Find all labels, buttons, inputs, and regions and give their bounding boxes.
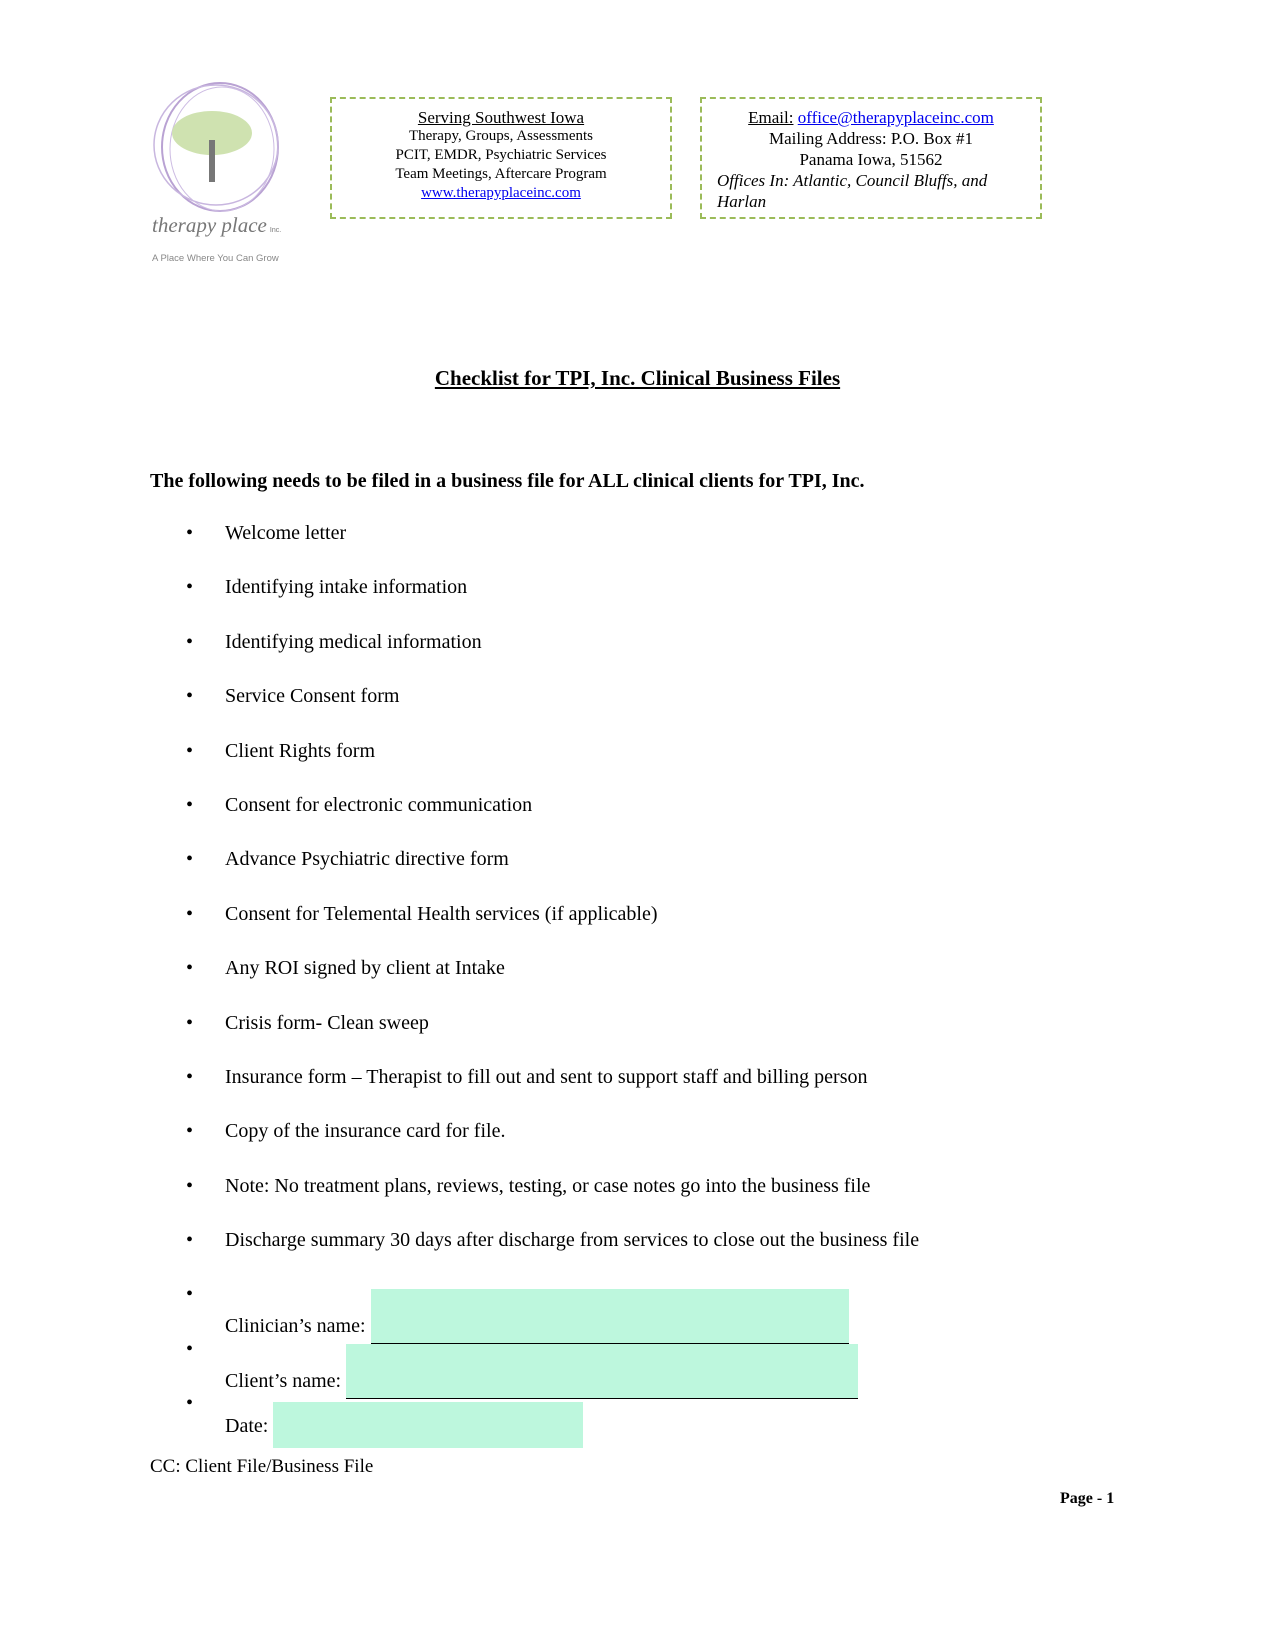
checklist-item-text: Crisis form- Clean sweep bbox=[225, 1011, 429, 1034]
date-input[interactable] bbox=[273, 1402, 583, 1448]
clinician-name-input[interactable] bbox=[371, 1289, 849, 1344]
client-name-input[interactable] bbox=[346, 1344, 858, 1399]
checklist-item bbox=[150, 1175, 919, 1229]
bullet: • bbox=[186, 1392, 194, 1415]
client-label: Client’s name: bbox=[225, 1369, 342, 1392]
offices: Offices In: Atlantic, Council Bluffs, and Harlan bbox=[717, 171, 988, 211]
date-label: Date: bbox=[225, 1415, 269, 1438]
logo-inc: Inc. bbox=[269, 227, 282, 234]
checklist-item-text: Service Consent form bbox=[225, 685, 400, 708]
services-box bbox=[330, 97, 672, 219]
bullet: • bbox=[186, 1065, 194, 1088]
services-line: Therapy, Groups, Assessments bbox=[408, 128, 593, 144]
checklist-item bbox=[150, 903, 919, 957]
checklist-item bbox=[150, 957, 919, 1011]
page-number: Page - 1 bbox=[1060, 1490, 1115, 1507]
checklist-item-text: Welcome letter bbox=[225, 522, 347, 544]
bullet: • bbox=[186, 1337, 194, 1360]
checklist-item-text: Insurance form – Therapist to fill out and sent to support staff and billing person bbox=[225, 1065, 868, 1088]
services-heading: Serving Southwest Iowa bbox=[417, 108, 585, 127]
intro-text: The following needs to be filed in a business file for ALL clinical clients for TPI, Inc. bbox=[150, 470, 865, 492]
bullet: • bbox=[186, 957, 194, 980]
checklist-item-text: Identifying medical information bbox=[225, 630, 482, 653]
checklist-item bbox=[150, 522, 919, 576]
checklist-item bbox=[150, 794, 919, 848]
bullet: • bbox=[186, 1283, 194, 1306]
page-title: Checklist for TPI, Inc. Clinical Business Files bbox=[434, 366, 841, 390]
bullet: • bbox=[186, 739, 194, 762]
checklist-item-text: Advance Psychiatric directive form bbox=[225, 848, 509, 871]
clinician-label: Clinician’s name: bbox=[225, 1315, 366, 1338]
therapy-place-logo bbox=[150, 75, 300, 275]
bullet: • bbox=[186, 1229, 194, 1252]
mailing-address: Mailing Address: P.O. Box #1 bbox=[768, 129, 974, 148]
field-date bbox=[150, 1392, 919, 1446]
checklist-item-text: Consent for Telemental Health services (if applicable) bbox=[225, 902, 658, 925]
checklist-item bbox=[150, 848, 919, 902]
email-link[interactable]: office@therapyplaceinc.com bbox=[797, 108, 994, 127]
logo-tagline: A Place Where You Can Grow bbox=[152, 253, 279, 264]
bullet: • bbox=[186, 902, 194, 925]
bullet: • bbox=[186, 793, 194, 816]
email-label: Email: bbox=[748, 108, 794, 127]
checklist-item bbox=[150, 1066, 919, 1120]
bullet: • bbox=[186, 848, 194, 871]
field-clinician bbox=[150, 1283, 919, 1337]
contact-box bbox=[700, 97, 1042, 219]
checklist-item bbox=[150, 1229, 919, 1283]
cc-line: CC: Client File/Business File bbox=[150, 1456, 374, 1477]
bullet: • bbox=[186, 576, 194, 599]
bullet: • bbox=[186, 522, 194, 544]
services-line: PCIT, EMDR, Psychiatric Services bbox=[395, 147, 607, 163]
checklist-item-text: Identifying intake information bbox=[225, 576, 468, 599]
logo-wordmark: therapy place bbox=[152, 213, 267, 237]
bullet: • bbox=[186, 1011, 194, 1034]
bullet: • bbox=[186, 630, 194, 653]
bullet: • bbox=[186, 1120, 194, 1143]
checklist-item-text: Note: No treatment plans, reviews, testing, or case notes go into the business file bbox=[225, 1174, 871, 1197]
logo-wordmark-row bbox=[152, 213, 281, 238]
field-client bbox=[150, 1338, 919, 1392]
checklist-item bbox=[150, 685, 919, 739]
checklist-item bbox=[150, 1120, 919, 1174]
checklist-item bbox=[150, 1012, 919, 1066]
checklist-item-text: Client Rights form bbox=[225, 739, 375, 762]
checklist-item-text: Discharge summary 30 days after discharge from services to close out the business file bbox=[225, 1229, 920, 1252]
services-line: Team Meetings, Aftercare Program bbox=[395, 166, 607, 182]
bullet: • bbox=[186, 1174, 194, 1197]
checklist-item bbox=[150, 576, 919, 630]
checklist bbox=[150, 522, 919, 1447]
bullet: • bbox=[186, 685, 194, 708]
checklist-item bbox=[150, 740, 919, 794]
checklist-item-text: Copy of the insurance card for file. bbox=[225, 1120, 506, 1143]
checklist-item-text: Consent for electronic communication bbox=[225, 793, 533, 816]
city: Panama Iowa, 51562 bbox=[799, 150, 943, 169]
checklist-item-text: Any ROI signed by client at Intake bbox=[225, 957, 505, 980]
website-link[interactable]: www.therapyplaceinc.com bbox=[421, 185, 581, 201]
tree-logo-icon bbox=[150, 75, 290, 215]
checklist-item bbox=[150, 631, 919, 685]
